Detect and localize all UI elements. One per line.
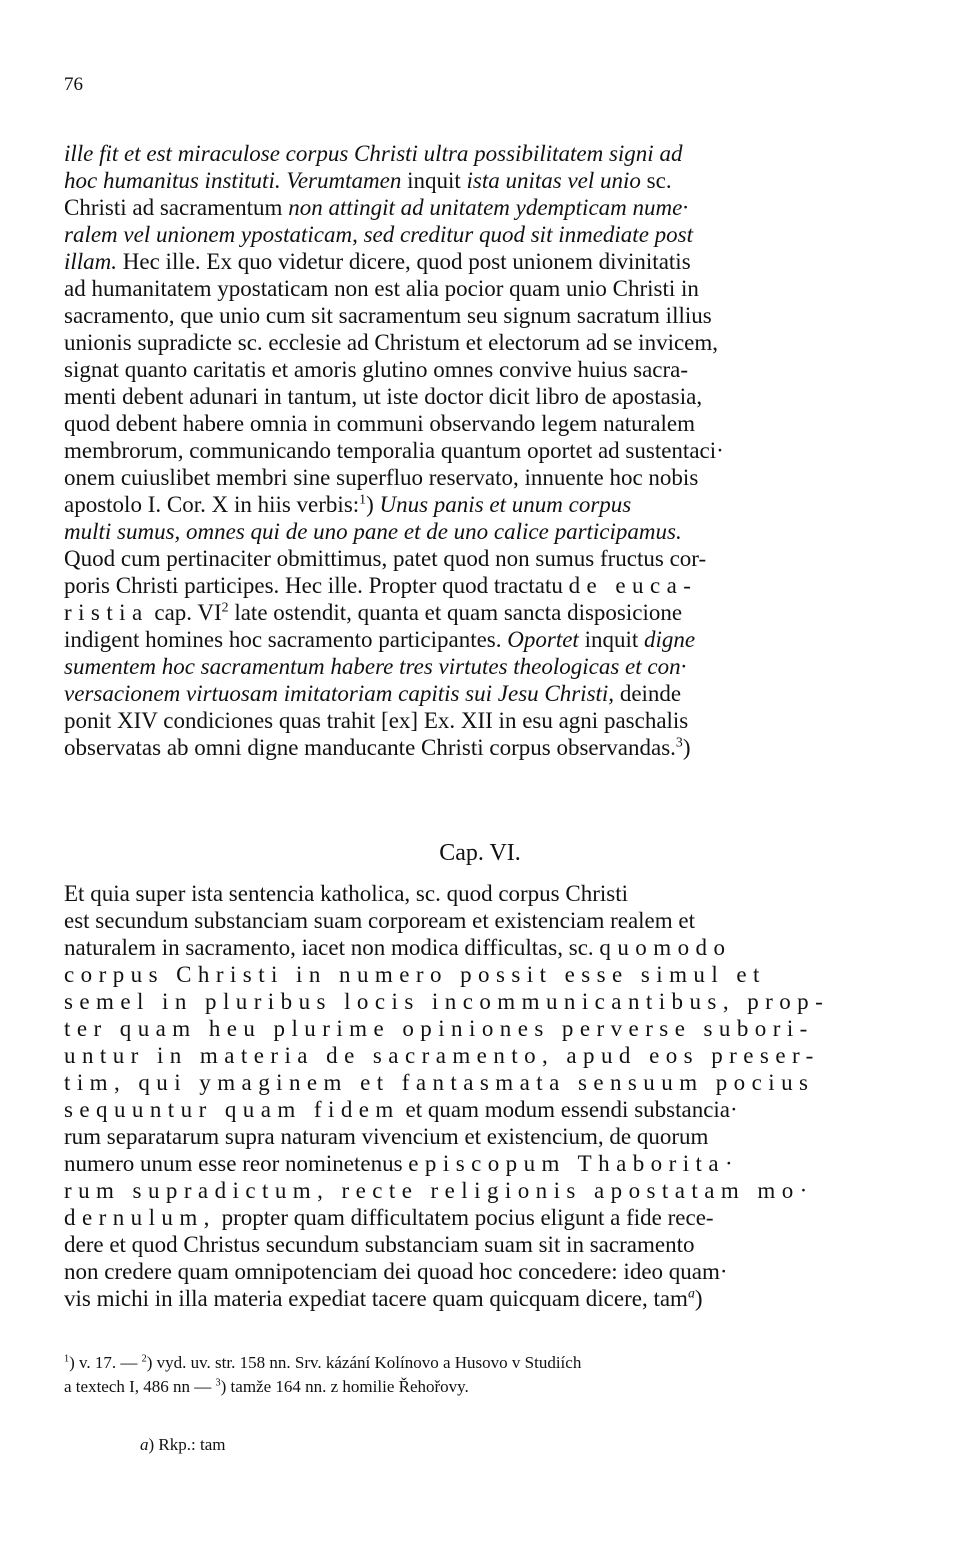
- text-segment: onem cuiuslibet membri sine superfluo reservato, innuente hoc nobis: [64, 465, 699, 490]
- text-line: [64, 599, 894, 626]
- text-segment: Christi ad sacramentum: [64, 195, 289, 220]
- text-line: [64, 464, 894, 491]
- text-line: [64, 988, 894, 1015]
- text-line: [64, 1015, 894, 1042]
- text-segment: non credere quam omnipotenciam dei quoad hoc concedere: ideo quam·: [64, 1259, 728, 1284]
- text-line: [64, 1177, 894, 1204]
- italic-text: ille fit et est miraculose corpus Christi ultra possibilitatem signi ad: [64, 141, 683, 166]
- text-segment: et quam modum essendi substancia·: [399, 1097, 738, 1122]
- italic-text: non attingit ad unitatem ydempticam nume·: [288, 195, 689, 220]
- text-segment: Hec ille. Ex quo videtur dicere, quod post unionem divinitatis: [122, 249, 691, 274]
- spaced-text: tim, qui ymaginem et fantasmata sensuum pocius: [64, 1070, 815, 1095]
- text-segment: apostolo I. Cor. X in hiis verbis:: [64, 492, 360, 517]
- variant-note: [140, 1435, 225, 1455]
- text-segment: indigent homines hoc sacramento participantes.: [64, 627, 508, 652]
- text-segment: vis michi in illa materia expediat tacere quam quicquam dicere, tam: [64, 1286, 688, 1311]
- text-segment: Et quia super ista sentencia katholica, sc. quod corpus Christi: [64, 881, 629, 906]
- spaced-text: ristia: [64, 600, 149, 625]
- spaced-text: ter quam heu plurime opiniones perverse subori-: [64, 1016, 814, 1041]
- text-segment: ) v. 17. —: [69, 1353, 142, 1372]
- spaced-text: corpus Christi in numero possit esse simul et: [64, 962, 766, 987]
- text-segment: ponit XIV condiciones quas trahit [ex] Ex. XII in esu agni paschalis: [64, 708, 689, 733]
- text-segment: cap. VI: [148, 600, 222, 625]
- footnote-marker: 1: [64, 1353, 70, 1365]
- text-line: [64, 572, 894, 599]
- text-segment: ): [366, 492, 380, 517]
- italic-text: sumentem hoc sacramentum habere tres virtutes theologicas et con·: [64, 654, 687, 679]
- chapter-heading: Cap. VI.: [439, 840, 521, 866]
- text-line: [64, 961, 894, 988]
- italic-text: digne: [644, 627, 696, 652]
- spaced-text: rum supradictum, recte religionis apostatam mo·: [64, 1178, 814, 1203]
- italic-text: illam.: [64, 249, 123, 274]
- text-line: [64, 248, 894, 275]
- text-line: [64, 1150, 894, 1177]
- footnote-marker: 3: [675, 734, 683, 750]
- text-segment: inquit: [584, 627, 644, 652]
- text-line: [64, 653, 894, 680]
- italic-text: ralem vel unionem ypostaticam, sed creditur quod sit inmediate post: [64, 222, 693, 247]
- footnote-marker: a: [687, 1285, 695, 1301]
- text-line: [64, 518, 894, 545]
- text-line: [64, 1285, 894, 1312]
- text-line: [64, 907, 894, 934]
- text-line: [64, 194, 894, 221]
- text-segment: sc.: [646, 168, 672, 193]
- text-segment: deinde: [619, 681, 682, 706]
- text-line: [64, 1069, 894, 1096]
- spaced-text: quomodo: [599, 935, 732, 960]
- text-line: [64, 880, 894, 907]
- text-segment: Quod cum pertinaciter obmittimus, patet quod non sumus fructus cor-: [64, 546, 707, 571]
- text-line: [64, 1258, 894, 1285]
- text-line: [64, 1204, 894, 1231]
- text-segment: observatas ab omni digne manducante Christi corpus observandas.: [64, 735, 676, 760]
- spaced-text: sequuntur quam fidem: [64, 1097, 400, 1122]
- italic-text: a: [140, 1435, 149, 1454]
- text-line: [64, 140, 894, 167]
- text-line: [64, 1376, 904, 1398]
- text-segment: quod debent habere omnia in communi observando legem naturalem: [64, 411, 696, 436]
- text-segment: inquit: [407, 168, 467, 193]
- text-segment: dere et quod Christus secundum substanciam suam sit in sacramento: [64, 1232, 695, 1257]
- text-segment: signat quanto caritatis et amoris glutino omnes convive huius sacra-: [64, 357, 689, 382]
- spaced-text: de euca-: [568, 573, 698, 598]
- text-line: [64, 167, 894, 194]
- text-line: [64, 1123, 894, 1150]
- text-line: [64, 1042, 894, 1069]
- italic-text: multi sumus, omnes qui de uno pane et de uno calice participamus.: [64, 519, 682, 544]
- text-segment: poris Christi participes. Hec ille. Propter quod tractatu: [64, 573, 569, 598]
- text-line: [64, 329, 894, 356]
- text-line: [64, 1352, 904, 1374]
- italic-text: hoc humanitus instituti. Verumtamen: [64, 168, 408, 193]
- text-segment: membrorum, communicando temporalia quantum oportet ad sustentaci·: [64, 438, 724, 463]
- text-line: [64, 1231, 894, 1258]
- spaced-text: dernulum,: [64, 1205, 216, 1230]
- text-line: [64, 383, 894, 410]
- text-segment: numero unum esse reor nominetenus: [64, 1151, 409, 1176]
- footnote-marker: 2: [221, 599, 229, 615]
- italic-text: Unus panis et unum corpus: [379, 492, 632, 517]
- text-line: [64, 734, 894, 761]
- text-segment: ) vyd. uv. str. 158 nn. Srv. kázání Kolínovo a Husovo v Studiích: [146, 1353, 582, 1372]
- text-line: [64, 1096, 894, 1123]
- text-line: [64, 626, 894, 653]
- text-line: [64, 680, 894, 707]
- text-line: [64, 410, 894, 437]
- text-line: [64, 707, 894, 734]
- text-segment: unionis supradicte sc. ecclesie ad Christum et electorum ad se invicem,: [64, 330, 719, 355]
- text-line: [64, 275, 894, 302]
- text-segment: ) tamže 164 nn. z homilie Řehořovy.: [220, 1377, 469, 1396]
- text-segment: naturalem in sacramento, iacet non modica difficultas, sc.: [64, 935, 600, 960]
- text-segment: late ostendit, quanta et quam sancta disposicione: [228, 600, 683, 625]
- italic-text: versacionem virtuosam imitatoriam capitis sui Jesu Christi,: [64, 681, 620, 706]
- footnote-marker: 1: [359, 491, 367, 507]
- page-number: 76: [64, 74, 83, 95]
- text-segment: a textech I, 486 nn —: [64, 1377, 216, 1396]
- text-segment: ad humanitatem ypostaticam non est alia pocior quam unio Christi in: [64, 276, 699, 301]
- italic-text: Oportet: [507, 627, 585, 652]
- footnote-marker: 3: [215, 1377, 221, 1389]
- text-segment: est secundum substanciam suam corpoream et existenciam realem et: [64, 908, 695, 933]
- text-line: [64, 221, 894, 248]
- text-line: [64, 302, 894, 329]
- spaced-text: untur in materia de sacramento, apud eos preser-: [64, 1043, 820, 1068]
- text-line: [64, 934, 894, 961]
- text-segment: ) Rkp.: tam: [148, 1435, 226, 1454]
- spaced-text: episcopum Thaborita·: [408, 1151, 740, 1176]
- spaced-text: semel in pluribus locis incommunicantibus, prop-: [64, 989, 830, 1014]
- text-segment: sacramento, que unio cum sit sacramentum seu signum sacratum illius: [64, 303, 712, 328]
- text-segment: ): [694, 1286, 703, 1311]
- text-line: [64, 491, 894, 518]
- footnote-marker: 2: [141, 1353, 147, 1365]
- text-segment: rum separatarum supra naturam vivencium et existencium, de quorum: [64, 1124, 709, 1149]
- text-line: [64, 545, 894, 572]
- text-segment: ): [682, 735, 691, 760]
- italic-text: ista unitas vel unio: [466, 168, 647, 193]
- text-line: [64, 356, 894, 383]
- text-line: [64, 437, 894, 464]
- text-segment: propter quam difficultatem pocius eligunt a fide rece-: [215, 1205, 714, 1230]
- text-segment: menti debent adunari in tantum, ut iste doctor dicit libro de apostasia,: [64, 384, 703, 409]
